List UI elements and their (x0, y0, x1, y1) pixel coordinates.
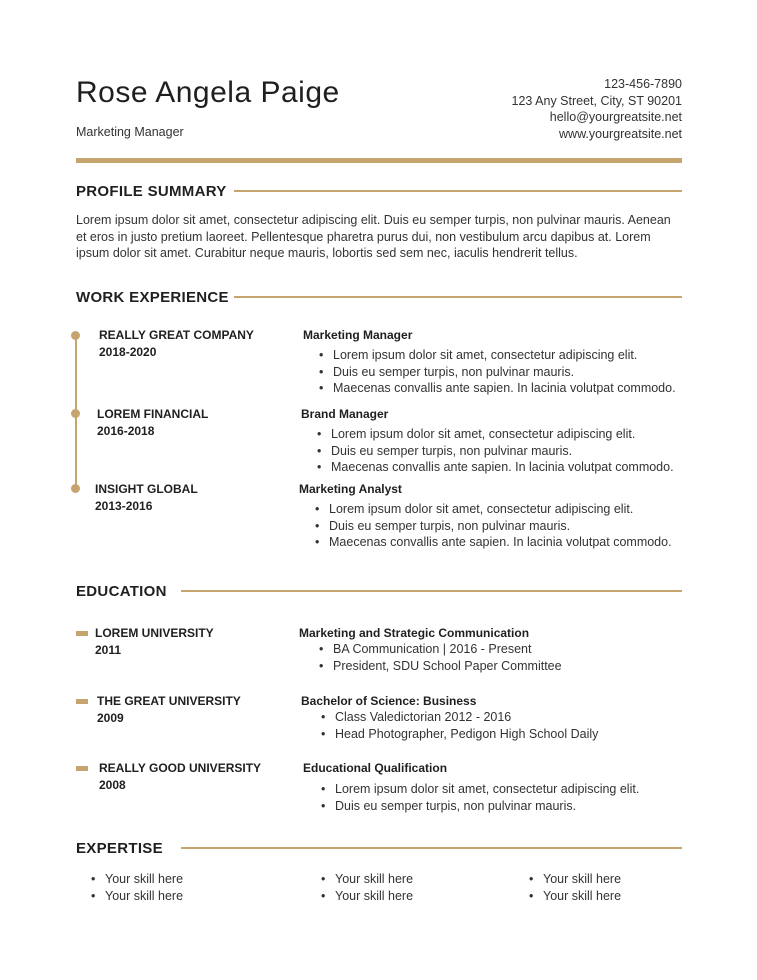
job-bullets (315, 501, 672, 551)
degree-bullets (321, 781, 639, 814)
work-section-title: WORK EXPERIENCE (76, 289, 229, 306)
education-marker (76, 631, 88, 636)
list-item: • Head Photographer, Pedigon High School Daily (321, 726, 598, 743)
work-timeline-dot (71, 409, 80, 418)
job-bullets (319, 347, 676, 397)
profile-section-title: PROFILE SUMMARY (76, 183, 227, 200)
skill-item: • Your skill here (321, 871, 413, 888)
skill-item: • Your skill here (529, 871, 621, 888)
work-item-heading (99, 327, 254, 361)
list-item: • Duis eu semper turpis, non pulvinar mauris. (315, 518, 672, 535)
contact-phone: 123-456-7890 (604, 77, 682, 91)
work-item-heading (97, 406, 208, 440)
skills-column (321, 871, 413, 904)
list-item: • BA Communication | 2016 - Present (319, 641, 562, 658)
list-item: • Duis eu semper turpis, non pulvinar mauris. (321, 798, 639, 815)
work-section-rule (234, 296, 682, 298)
profile-section-rule (234, 190, 682, 192)
work-timeline-dot (71, 331, 80, 340)
list-item: • President, SDU School Paper Committee (319, 658, 562, 675)
education-year: 2008 (99, 778, 126, 792)
education-item-heading (97, 693, 241, 727)
list-item: • Maecenas convallis ante sapien. In lacinia volutpat commodo. (319, 380, 676, 397)
list-item: • Lorem ipsum dolor sit amet, consectetur adipiscing elit. (317, 426, 674, 443)
list-item: • Lorem ipsum dolor sit amet, consectetur adipiscing elit. (321, 781, 639, 798)
job-bullets (317, 426, 674, 476)
list-item: • Lorem ipsum dolor sit amet, consectetur adipiscing elit. (315, 501, 672, 518)
contact-website: www.yourgreatsite.net (559, 126, 682, 141)
school-name: REALLY GOOD UNIVERSITY (99, 761, 262, 775)
company-name: LOREM FINANCIAL (97, 407, 209, 421)
degree-title: Educational Qualification (303, 761, 448, 775)
education-year: 2009 (97, 711, 124, 725)
work-timeline-dot (71, 484, 80, 493)
work-item-heading (95, 481, 198, 515)
company-name: REALLY GREAT COMPANY (99, 328, 254, 342)
contact-email: hello@yourgreatsite.net (549, 110, 682, 124)
skill-item: • Your skill here (529, 888, 621, 905)
contact-address: 123 Any Street, City, ST 90201 (511, 93, 682, 108)
expertise-section-title: EXPERTISE (76, 840, 163, 857)
resume-name: Rose Angela Paige (76, 76, 340, 109)
education-section-title: EDUCATION (76, 583, 167, 600)
school-name: LOREM UNIVERSITY (95, 626, 214, 640)
job-title: Brand Manager (301, 407, 389, 421)
degree-bullets (319, 641, 562, 674)
header-divider (76, 158, 682, 163)
job-title: Marketing Manager (303, 328, 413, 342)
skill-item: • Your skill here (91, 888, 183, 905)
education-marker (76, 766, 88, 771)
skill-item: • Your skill here (91, 871, 183, 888)
skills-column (91, 871, 183, 904)
list-item: • Lorem ipsum dolor sit amet, consectetur adipiscing elit. (319, 347, 676, 364)
degree-title: Marketing and Strategic Communication (299, 626, 530, 640)
degree-title: Bachelor of Science: Business (301, 694, 477, 708)
school-name: THE GREAT UNIVERSITY (97, 694, 241, 708)
degree-bullets (321, 709, 598, 742)
expertise-section-rule (181, 847, 682, 849)
resume-role: Marketing Manager (76, 125, 184, 139)
list-item: • Duis eu semper turpis, non pulvinar mauris. (319, 364, 676, 381)
work-years: 2013-2016 (95, 499, 153, 513)
education-item-heading (99, 760, 261, 794)
list-item: • Maecenas convallis ante sapien. In lacinia volutpat commodo. (315, 534, 672, 551)
job-title: Marketing Analyst (299, 482, 402, 496)
education-year: 2011 (95, 643, 122, 657)
list-item: • Duis eu semper turpis, non pulvinar mauris. (317, 443, 674, 460)
education-section-rule (181, 590, 682, 592)
profile-text: Lorem ipsum dolor sit amet, consectetur adipiscing elit. Duis eu semper turpis, non pulvinar mauris. Aenean et eros in justo pretium laoreet. Pellentesque pharetra purus dui, non vestibulum arcu dapibus at. Lorem ipsum dolor sit amet. Curabitur neque mauris, lobortis sed sem nec, iaculis hendrerit tellus. (76, 213, 671, 261)
work-years: 2018-2020 (99, 345, 157, 359)
education-marker (76, 699, 88, 704)
list-item: • Class Valedictorian 2012 - 2016 (321, 709, 598, 726)
skills-column (529, 871, 621, 904)
list-item: • Maecenas convallis ante sapien. In lacinia volutpat commodo. (317, 459, 674, 476)
skill-item: • Your skill here (321, 888, 413, 905)
contact-block (512, 76, 682, 142)
work-years: 2016-2018 (97, 424, 155, 438)
education-item-heading (95, 625, 214, 659)
company-name: INSIGHT GLOBAL (95, 482, 198, 496)
